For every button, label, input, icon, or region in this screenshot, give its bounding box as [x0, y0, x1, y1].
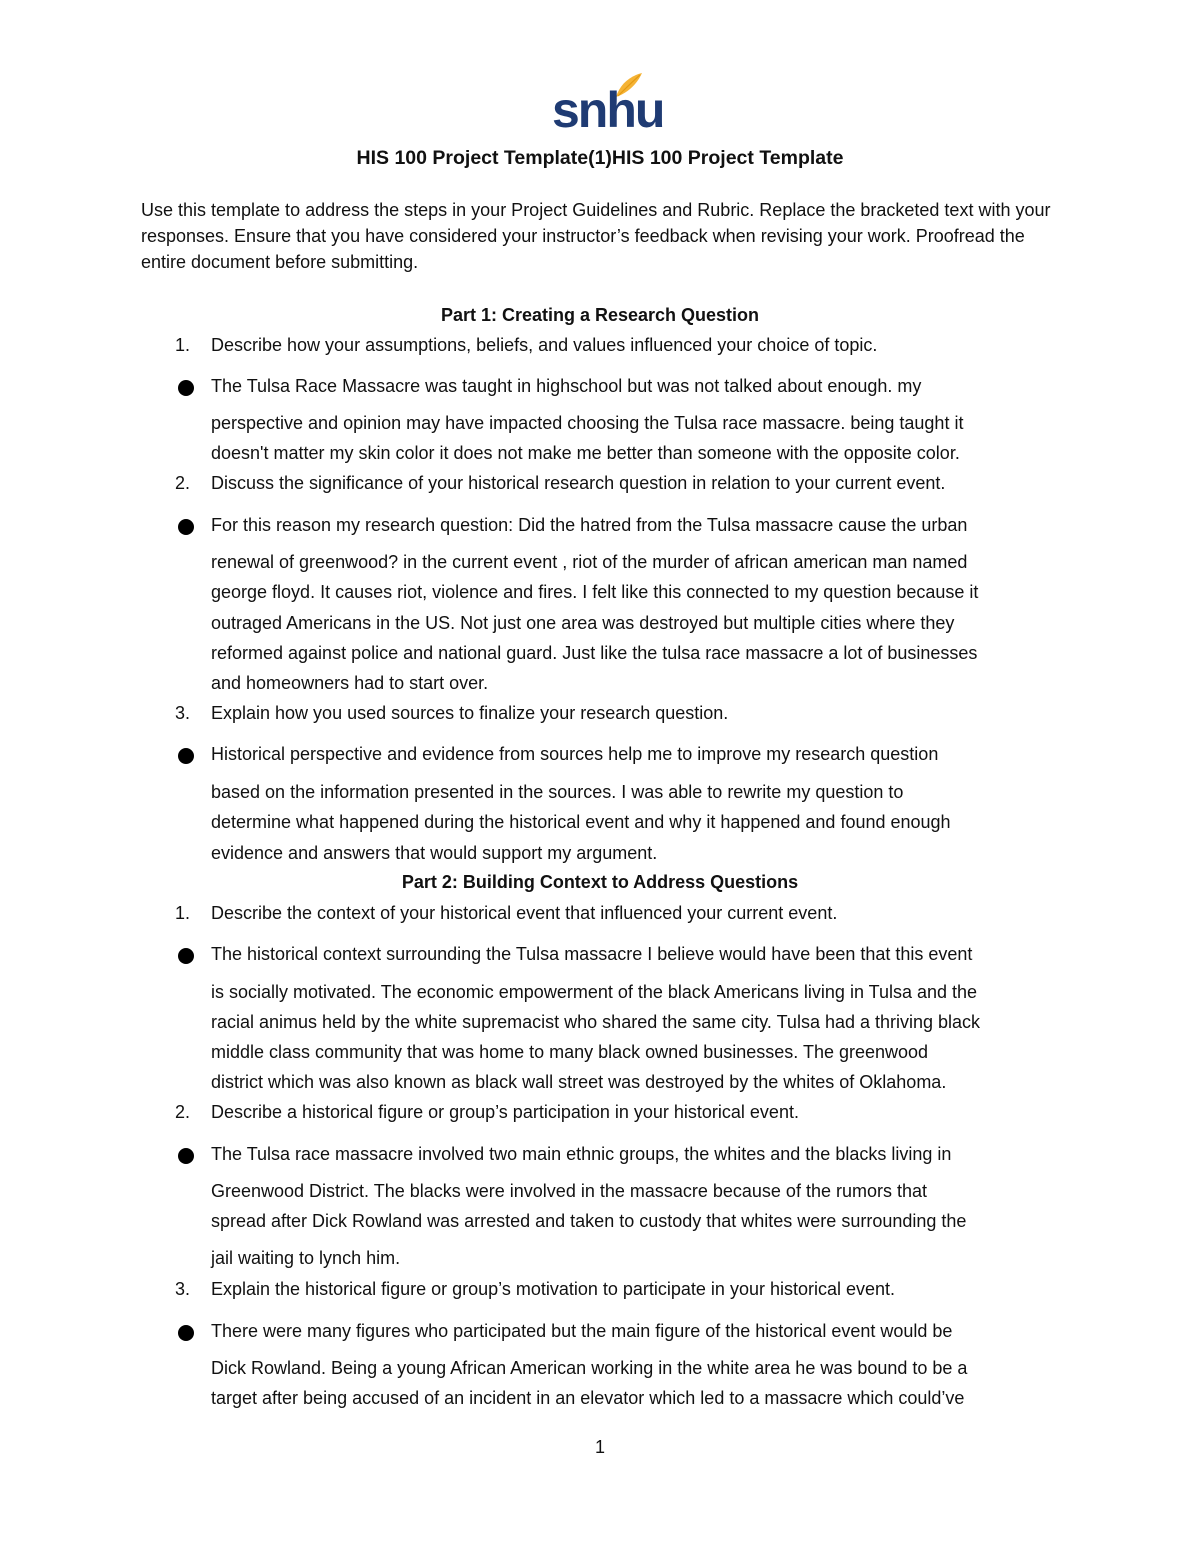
answer-line: george floyd. It causes riot, violence and fires. I felt like this connected to my question because it	[211, 582, 979, 602]
answer-line: reformed against police and national guard. Just like the tulsa race massacre a lot of businesses	[211, 643, 978, 663]
answer-line: district which was also known as black wall street was destroyed by the whites of Oklahoma.	[211, 1072, 947, 1092]
document-title: HIS 100 Project Template(1)HIS 100 Project Template	[356, 147, 844, 169]
answer-line: and homeowners had to start over.	[211, 673, 489, 693]
answer-line: The Tulsa race massacre involved two main ethnic groups, the whites and the blacks living in	[211, 1144, 952, 1164]
logo-wordmark: snhu	[552, 82, 664, 138]
question-text: Discuss the significance of your historical research question in relation to your current event.	[211, 473, 946, 493]
answer-line: racial animus held by the white supremacist who shared the same city. Tulsa had a thriving black	[211, 1012, 981, 1032]
question-text: Describe how your assumptions, beliefs, and values influenced your choice of topic.	[211, 335, 878, 355]
answer-line: evidence and answers that would support my argument.	[211, 843, 658, 863]
answer-line: The historical context surrounding the Tulsa massacre I believe would have been that this event	[211, 944, 973, 964]
answer-line: spread after Dick Rowland was arrested and taken to custody that whites were surrounding the	[211, 1211, 967, 1231]
question-text: Explain the historical figure or group’s motivation to participate in your historical event.	[211, 1279, 896, 1299]
answer-line: Greenwood District. The blacks were involved in the massacre because of the rumors that	[211, 1181, 928, 1201]
snhu-logo	[552, 70, 664, 140]
question-number: 2.	[175, 473, 191, 493]
question-text: Explain how you used sources to finalize your research question.	[211, 703, 729, 723]
answer-line: renewal of greenwood? in the current event , riot of the murder of african american man named	[211, 552, 968, 572]
question-text: Describe a historical figure or group’s participation in your historical event.	[211, 1102, 799, 1122]
answer-line: For this reason my research question: Did the hatred from the Tulsa massacre cause the urban	[211, 515, 968, 535]
bullet-icon	[178, 1148, 194, 1164]
answer-line: is socially motivated. The economic empowerment of the black Americans living in Tulsa and the	[211, 982, 978, 1002]
question-text: Describe the context of your historical event that influenced your current event.	[211, 903, 838, 923]
answer-line: outraged Americans in the US. Not just one area was destroyed but multiple cities where they	[211, 613, 955, 633]
answer-line: target after being accused of an incident in an elevator which led to a massacre which could’ve	[211, 1388, 965, 1408]
answer-line: Dick Rowland. Being a young African American working in the white area he was bound to be a	[211, 1358, 968, 1378]
part-2-heading: Part 2: Building Context to Address Questions	[401, 872, 799, 892]
part-1-heading: Part 1: Creating a Research Question	[440, 305, 760, 325]
intro-paragraph: Use this template to address the steps in your Project Guidelines and Rubric. Replace the bracketed text with your responses. Ensure that you have considered your instructor’s feedback when revising your work. Proofread the entire document before submitting.	[141, 200, 1051, 272]
answer-line: middle class community that was home to many black owned businesses. The greenwood	[211, 1042, 929, 1062]
question-number: 1.	[175, 903, 191, 923]
answer-line: determine what happened during the historical event and why it happened and found enough	[211, 812, 951, 832]
answer-line: jail waiting to lynch him.	[211, 1248, 401, 1268]
bullet-icon	[178, 748, 194, 764]
question-number: 3.	[175, 1279, 191, 1299]
answer-line: There were many figures who participated but the main figure of the historical event would be	[211, 1321, 953, 1341]
answer-line: Historical perspective and evidence from sources help me to improve my research question	[211, 744, 939, 764]
answer-line: based on the information presented in the sources. I was able to rewrite my question to	[211, 782, 904, 802]
bullet-icon	[178, 519, 194, 535]
answer-line: doesn't matter my skin color it does not make me better than someone with the opposite color.	[211, 443, 960, 463]
bullet-icon	[178, 380, 194, 396]
page-number: 1	[594, 1437, 605, 1457]
question-number: 3.	[175, 703, 191, 723]
answer-line: The Tulsa Race Massacre was taught in highschool but was not talked about enough. my	[211, 376, 922, 396]
question-number: 2.	[175, 1102, 191, 1122]
question-number: 1.	[175, 335, 191, 355]
answer-line: perspective and opinion may have impacted choosing the Tulsa race massacre. being taught it	[211, 413, 964, 433]
bullet-icon	[178, 1325, 194, 1341]
bullet-icon	[178, 948, 194, 964]
